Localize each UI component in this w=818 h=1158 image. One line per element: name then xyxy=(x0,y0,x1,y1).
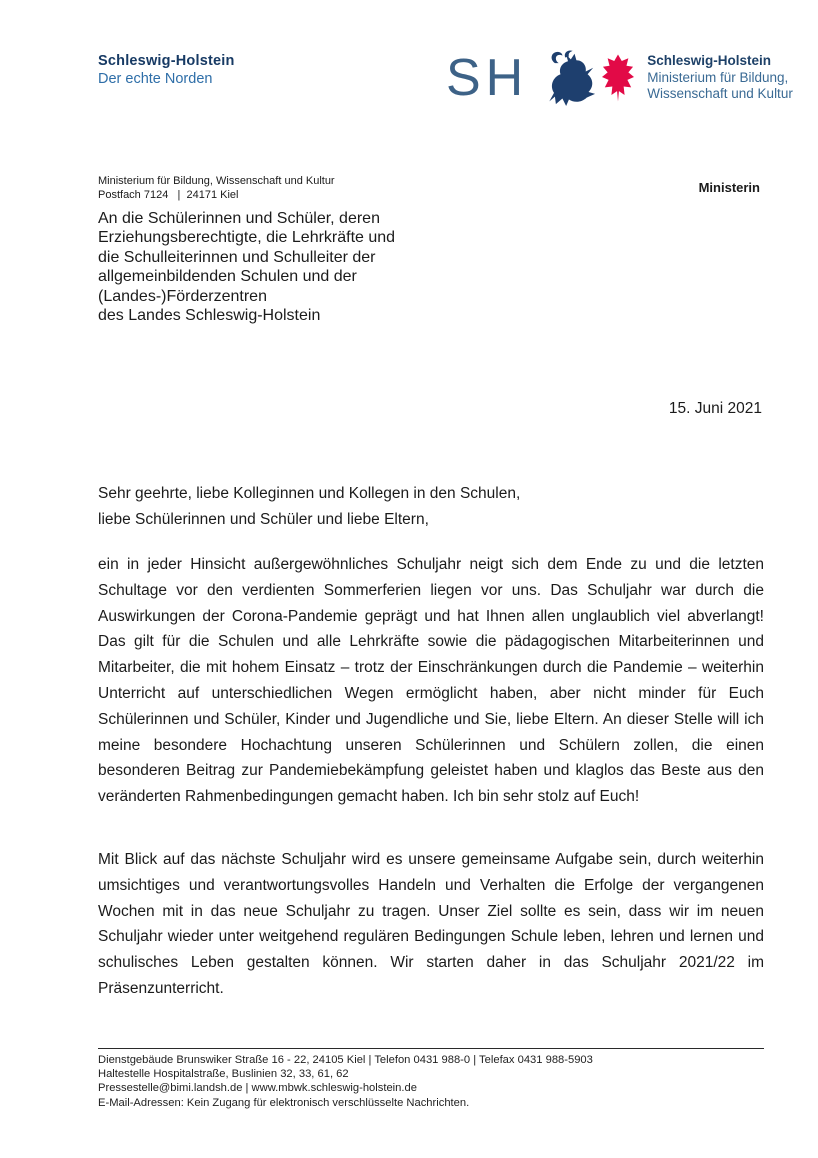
body-paragraph-2: Mit Blick auf das nächste Schuljahr wird es unsere gemeinsame Aufgabe sein, durch weiterhin umsichtiges und verantwortungsvolles Handeln und Verhalten die Erfolge der vergangenen Wochen mit in das neue Schuljahr zu tragen. Unser Ziel sollte es sein, dass wir im neuen Schuljahr wieder unter weitgehend regulären Bedingungen Schule leben, lehren und lernen und schulisches Leben gestalten können. Wir starten daher in das Schuljahr 2021/22 im Präsenzunterricht. xyxy=(98,851,764,997)
ministry-name-state: Schleswig-Holstein xyxy=(647,53,772,69)
salutation-line: Sehr geehrte, liebe Kolleginnen und Kollegen in den Schulen, xyxy=(98,485,521,502)
lion-crest-icon xyxy=(540,50,596,106)
recipient-line: allgemeinbildenden Schulen und der xyxy=(98,268,357,286)
body-paragraph-1: ein in jeder Hinsicht außergewöhnliches Schuljahr neigt sich dem Ende zu und die letzten Schultage vor den verdienten Sommerferien liegen vor uns. Das Schuljahr war durch die Auswirkungen der Corona-Pandemie geprägt und hat Ihnen allen unglaublich viel abverlangt! Das gilt für die Schulen und alle Lehrkräfte sowie die pädagogischen Mitarbeiterinnen und Mitarbeiter, die mit hohem Einsatz – trotz der Einschränkungen durch die Pandemie – weiterhin Unterricht auf unterschiedlichen Wegen ermöglicht haben, aber nicht minder für Euch Schülerinnen und Schüler, Kinder und Jugendliche und Sie, liebe Eltern. An dieser Stelle will ich meine besondere Hochachtung unseren Schülerinnen und Schülern zollen, die einen besonderen Beitrag zur Pandemiebekämpfung geleistet haben und klaglos das Beste aus den veränderten Rahmenbedingungen gemacht haben. Ich bin sehr stolz auf Euch! xyxy=(98,556,764,806)
recipient-line: An die Schülerinnen und Schüler, deren xyxy=(98,210,380,227)
state-logo-title: Schleswig-Holstein xyxy=(98,53,235,69)
recipient-line: Erziehungsberechtigte, die Lehrkräfte und xyxy=(98,229,396,247)
ministry-name-line1: Ministerium für Bildung, xyxy=(647,69,789,85)
footer-line-address: Dienstgebäude Brunswiker Straße 16 - 22, 24105 Kiel | Telefon 0431 988-0 | Telefax 0431 988-5903 xyxy=(98,1054,593,1066)
state-logo xyxy=(98,52,235,88)
ministry-name-block xyxy=(647,53,793,103)
sh-monogram: SH xyxy=(446,49,529,107)
footer-line-transit: Haltestelle Hospitalstraße, Buslinien 32, 33, 61, 62 xyxy=(98,1068,349,1081)
nettle-leaf-icon xyxy=(596,52,634,104)
footer-contact-block xyxy=(98,1053,593,1110)
footer-line-web: Pressestelle@bimi.landsh.de | www.mbwk.schleswig-holstein.de xyxy=(98,1082,417,1095)
sender-line2: Postfach 7124 | 24171 Kiel xyxy=(98,189,239,201)
recipient-line: des Landes Schleswig-Holstein xyxy=(98,307,321,325)
salutation-line: liebe Schülerinnen und Schüler und liebe Eltern, xyxy=(98,511,429,528)
coat-of-arms xyxy=(540,50,634,106)
state-logo-tagline: Der echte Norden xyxy=(98,71,213,87)
role-label: Ministerin xyxy=(698,180,760,195)
recipient-line: (Landes-)Förderzentren xyxy=(98,287,267,305)
letter-date: 15. Juni 2021 xyxy=(668,400,762,417)
footer-line-email-note: E-Mail-Adressen: Kein Zugang für elektronisch verschlüsselte Nachrichten. xyxy=(98,1096,470,1109)
sender-line1: Ministerium für Bildung, Wissenschaft und Kultur xyxy=(98,175,335,187)
salutation xyxy=(98,481,520,533)
ministry-name-line2: Wissenschaft und Kultur xyxy=(647,86,793,102)
recipient-line: die Schulleiterinnen und Schulleiter der xyxy=(98,248,376,266)
footer-divider xyxy=(98,1048,764,1049)
ministry-logo xyxy=(446,46,793,110)
sender-return-address xyxy=(98,174,335,202)
recipient-address xyxy=(98,209,395,325)
